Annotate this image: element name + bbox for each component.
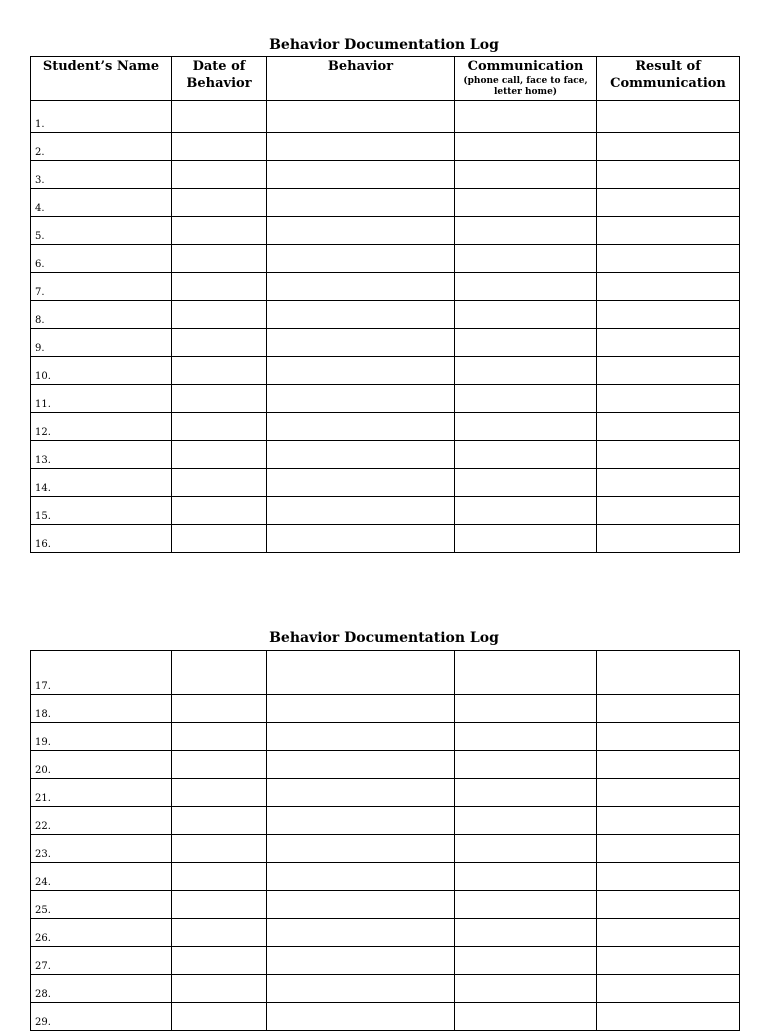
student-name-cell (31, 189, 172, 217)
row-number: 17. (35, 681, 51, 692)
student-name-cell (31, 301, 172, 329)
table-row (31, 975, 740, 1003)
date-cell (172, 273, 267, 301)
date-cell (172, 301, 267, 329)
column-header-label: Communication (467, 59, 584, 74)
table-row (31, 807, 740, 835)
communication-cell (455, 357, 597, 385)
result-cell (597, 441, 740, 469)
behavior-log-table (30, 56, 740, 553)
behavior-cell (267, 189, 455, 217)
table-row (31, 751, 740, 779)
result-cell (597, 189, 740, 217)
table-row (31, 413, 740, 441)
communication-cell (455, 133, 597, 161)
behavior-cell (267, 413, 455, 441)
row-number: 15. (35, 511, 51, 522)
communication-cell (455, 273, 597, 301)
result-cell (597, 975, 740, 1003)
table-row (31, 919, 740, 947)
student-name-cell (31, 413, 172, 441)
behavior-cell (267, 919, 455, 947)
date-cell (172, 807, 267, 835)
row-number: 14. (35, 483, 51, 494)
behavior-cell (267, 133, 455, 161)
row-number: 2. (35, 147, 45, 158)
date-cell (172, 217, 267, 245)
column-header-result-of-communication (597, 57, 740, 101)
result-cell (597, 947, 740, 975)
behavior-cell (267, 891, 455, 919)
communication-cell (455, 217, 597, 245)
row-number: 13. (35, 455, 51, 466)
communication-cell (455, 807, 597, 835)
date-cell (172, 441, 267, 469)
behavior-cell (267, 245, 455, 273)
column-header-label: Behavior (327, 59, 394, 74)
behavior-cell (267, 357, 455, 385)
table-row (31, 385, 740, 413)
header-row (31, 57, 740, 101)
result-cell (597, 413, 740, 441)
communication-cell (455, 497, 597, 525)
result-cell (597, 919, 740, 947)
behavior-cell (267, 835, 455, 863)
row-number: 21. (35, 793, 51, 804)
communication-cell (455, 891, 597, 919)
communication-cell (455, 469, 597, 497)
row-number: 12. (35, 427, 51, 438)
student-name-cell (31, 273, 172, 301)
behavior-cell (267, 751, 455, 779)
communication-cell (455, 101, 597, 133)
column-header-students-name (31, 57, 172, 101)
student-name-cell (31, 217, 172, 245)
result-cell (597, 133, 740, 161)
table-row (31, 1003, 740, 1031)
row-number: 27. (35, 961, 51, 972)
date-cell (172, 751, 267, 779)
row-number: 5. (35, 231, 45, 242)
row-number: 16. (35, 539, 51, 550)
behavior-cell (267, 975, 455, 1003)
behavior-cell (267, 497, 455, 525)
date-cell (172, 161, 267, 189)
result-cell (597, 217, 740, 245)
log-title: Behavior Documentation Log (269, 37, 499, 53)
result-cell (597, 751, 740, 779)
column-header-date-of-behavior (172, 57, 267, 101)
table-row (31, 891, 740, 919)
communication-cell (455, 651, 597, 695)
table-row (31, 101, 740, 133)
behavior-log-table (30, 650, 740, 1031)
row-number: 7. (35, 287, 45, 298)
date-cell (172, 133, 267, 161)
table-row (31, 723, 740, 751)
behavior-cell (267, 947, 455, 975)
result-cell (597, 329, 740, 357)
student-name-cell (31, 329, 172, 357)
student-name-cell (31, 779, 172, 807)
table-row (31, 525, 740, 553)
behavior-cell (267, 101, 455, 133)
date-cell (172, 357, 267, 385)
student-name-cell (31, 891, 172, 919)
behavior-cell (267, 273, 455, 301)
communication-cell (455, 751, 597, 779)
student-name-cell (31, 441, 172, 469)
behavior-cell (267, 469, 455, 497)
date-cell (172, 245, 267, 273)
date-cell (172, 947, 267, 975)
row-number: 24. (35, 877, 51, 888)
column-header-label: Student’s Name (42, 59, 160, 74)
behavior-cell (267, 863, 455, 891)
row-number: 11. (35, 399, 51, 410)
behavior-cell (267, 1003, 455, 1031)
date-cell (172, 863, 267, 891)
row-number: 3. (35, 175, 45, 186)
student-name-cell (31, 947, 172, 975)
result-cell (597, 245, 740, 273)
column-header-behavior (267, 57, 455, 101)
result-cell (597, 385, 740, 413)
column-header-label: Date of Behavior (186, 59, 252, 91)
communication-cell (455, 189, 597, 217)
row-number: 25. (35, 905, 51, 916)
student-name-cell (31, 133, 172, 161)
communication-cell (455, 863, 597, 891)
student-name-cell (31, 651, 172, 695)
date-cell (172, 1003, 267, 1031)
student-name-cell (31, 863, 172, 891)
result-cell (597, 863, 740, 891)
communication-cell (455, 161, 597, 189)
log-title: Behavior Documentation Log (269, 630, 499, 646)
communication-cell (455, 301, 597, 329)
student-name-cell (31, 835, 172, 863)
behavior-cell (267, 301, 455, 329)
student-name-cell (31, 919, 172, 947)
date-cell (172, 835, 267, 863)
communication-cell (455, 947, 597, 975)
date-cell (172, 189, 267, 217)
communication-cell (455, 413, 597, 441)
student-name-cell (31, 357, 172, 385)
table-row (31, 245, 740, 273)
student-name-cell (31, 469, 172, 497)
table-row (31, 947, 740, 975)
table-row (31, 779, 740, 807)
student-name-cell (31, 101, 172, 133)
behavior-cell (267, 385, 455, 413)
row-number: 10. (35, 371, 51, 382)
table-row (31, 161, 740, 189)
result-cell (597, 301, 740, 329)
behavior-cell (267, 651, 455, 695)
row-number: 6. (35, 259, 45, 270)
student-name-cell (31, 723, 172, 751)
column-header-label: Result of Communication (610, 59, 726, 91)
table-row (31, 357, 740, 385)
behavior-cell (267, 807, 455, 835)
communication-cell (455, 245, 597, 273)
date-cell (172, 891, 267, 919)
result-cell (597, 469, 740, 497)
result-cell (597, 1003, 740, 1031)
row-number: 1. (35, 119, 45, 130)
date-cell (172, 101, 267, 133)
student-name-cell (31, 1003, 172, 1031)
result-cell (597, 891, 740, 919)
row-number: 29. (35, 1017, 51, 1028)
student-name-cell (31, 807, 172, 835)
row-number: 9. (35, 343, 45, 354)
table-row (31, 863, 740, 891)
result-cell (597, 357, 740, 385)
table-row (31, 301, 740, 329)
column-header-note: (phone call, face to face, letter home) (463, 76, 588, 97)
row-number: 20. (35, 765, 51, 776)
date-cell (172, 919, 267, 947)
date-cell (172, 497, 267, 525)
communication-cell (455, 1003, 597, 1031)
table-row (31, 217, 740, 245)
result-cell (597, 273, 740, 301)
date-cell (172, 469, 267, 497)
table-row (31, 695, 740, 723)
behavior-cell (267, 217, 455, 245)
result-cell (597, 723, 740, 751)
row-number: 19. (35, 737, 51, 748)
result-cell (597, 525, 740, 553)
date-cell (172, 413, 267, 441)
row-number: 28. (35, 989, 51, 1000)
result-cell (597, 497, 740, 525)
table-row (31, 835, 740, 863)
behavior-cell (267, 525, 455, 553)
student-name-cell (31, 245, 172, 273)
student-name-cell (31, 975, 172, 1003)
behavior-cell (267, 779, 455, 807)
student-name-cell (31, 161, 172, 189)
result-cell (597, 695, 740, 723)
communication-cell (455, 835, 597, 863)
communication-cell (455, 723, 597, 751)
date-cell (172, 695, 267, 723)
row-number: 18. (35, 709, 51, 720)
table-row (31, 189, 740, 217)
communication-cell (455, 385, 597, 413)
communication-cell (455, 525, 597, 553)
behavior-cell (267, 441, 455, 469)
student-name-cell (31, 751, 172, 779)
table-row (31, 329, 740, 357)
communication-cell (455, 695, 597, 723)
communication-cell (455, 329, 597, 357)
date-cell (172, 651, 267, 695)
behavior-cell (267, 161, 455, 189)
behavior-cell (267, 695, 455, 723)
communication-cell (455, 975, 597, 1003)
date-cell (172, 723, 267, 751)
behavior-cell (267, 329, 455, 357)
result-cell (597, 651, 740, 695)
row-number: 26. (35, 933, 51, 944)
row-number: 22. (35, 821, 51, 832)
date-cell (172, 975, 267, 1003)
result-cell (597, 779, 740, 807)
table-row (31, 441, 740, 469)
column-header-communication (455, 57, 597, 101)
result-cell (597, 807, 740, 835)
result-cell (597, 101, 740, 133)
table-row (31, 497, 740, 525)
date-cell (172, 385, 267, 413)
communication-cell (455, 919, 597, 947)
student-name-cell (31, 525, 172, 553)
student-name-cell (31, 497, 172, 525)
behavior-cell (267, 723, 455, 751)
date-cell (172, 329, 267, 357)
table-row (31, 469, 740, 497)
result-cell (597, 835, 740, 863)
date-cell (172, 779, 267, 807)
row-number: 8. (35, 315, 45, 326)
table-row (31, 133, 740, 161)
table-row (31, 651, 740, 695)
table-row (31, 273, 740, 301)
communication-cell (455, 441, 597, 469)
communication-cell (455, 779, 597, 807)
result-cell (597, 161, 740, 189)
date-cell (172, 525, 267, 553)
student-name-cell (31, 385, 172, 413)
row-number: 23. (35, 849, 51, 860)
row-number: 4. (35, 203, 45, 214)
student-name-cell (31, 695, 172, 723)
